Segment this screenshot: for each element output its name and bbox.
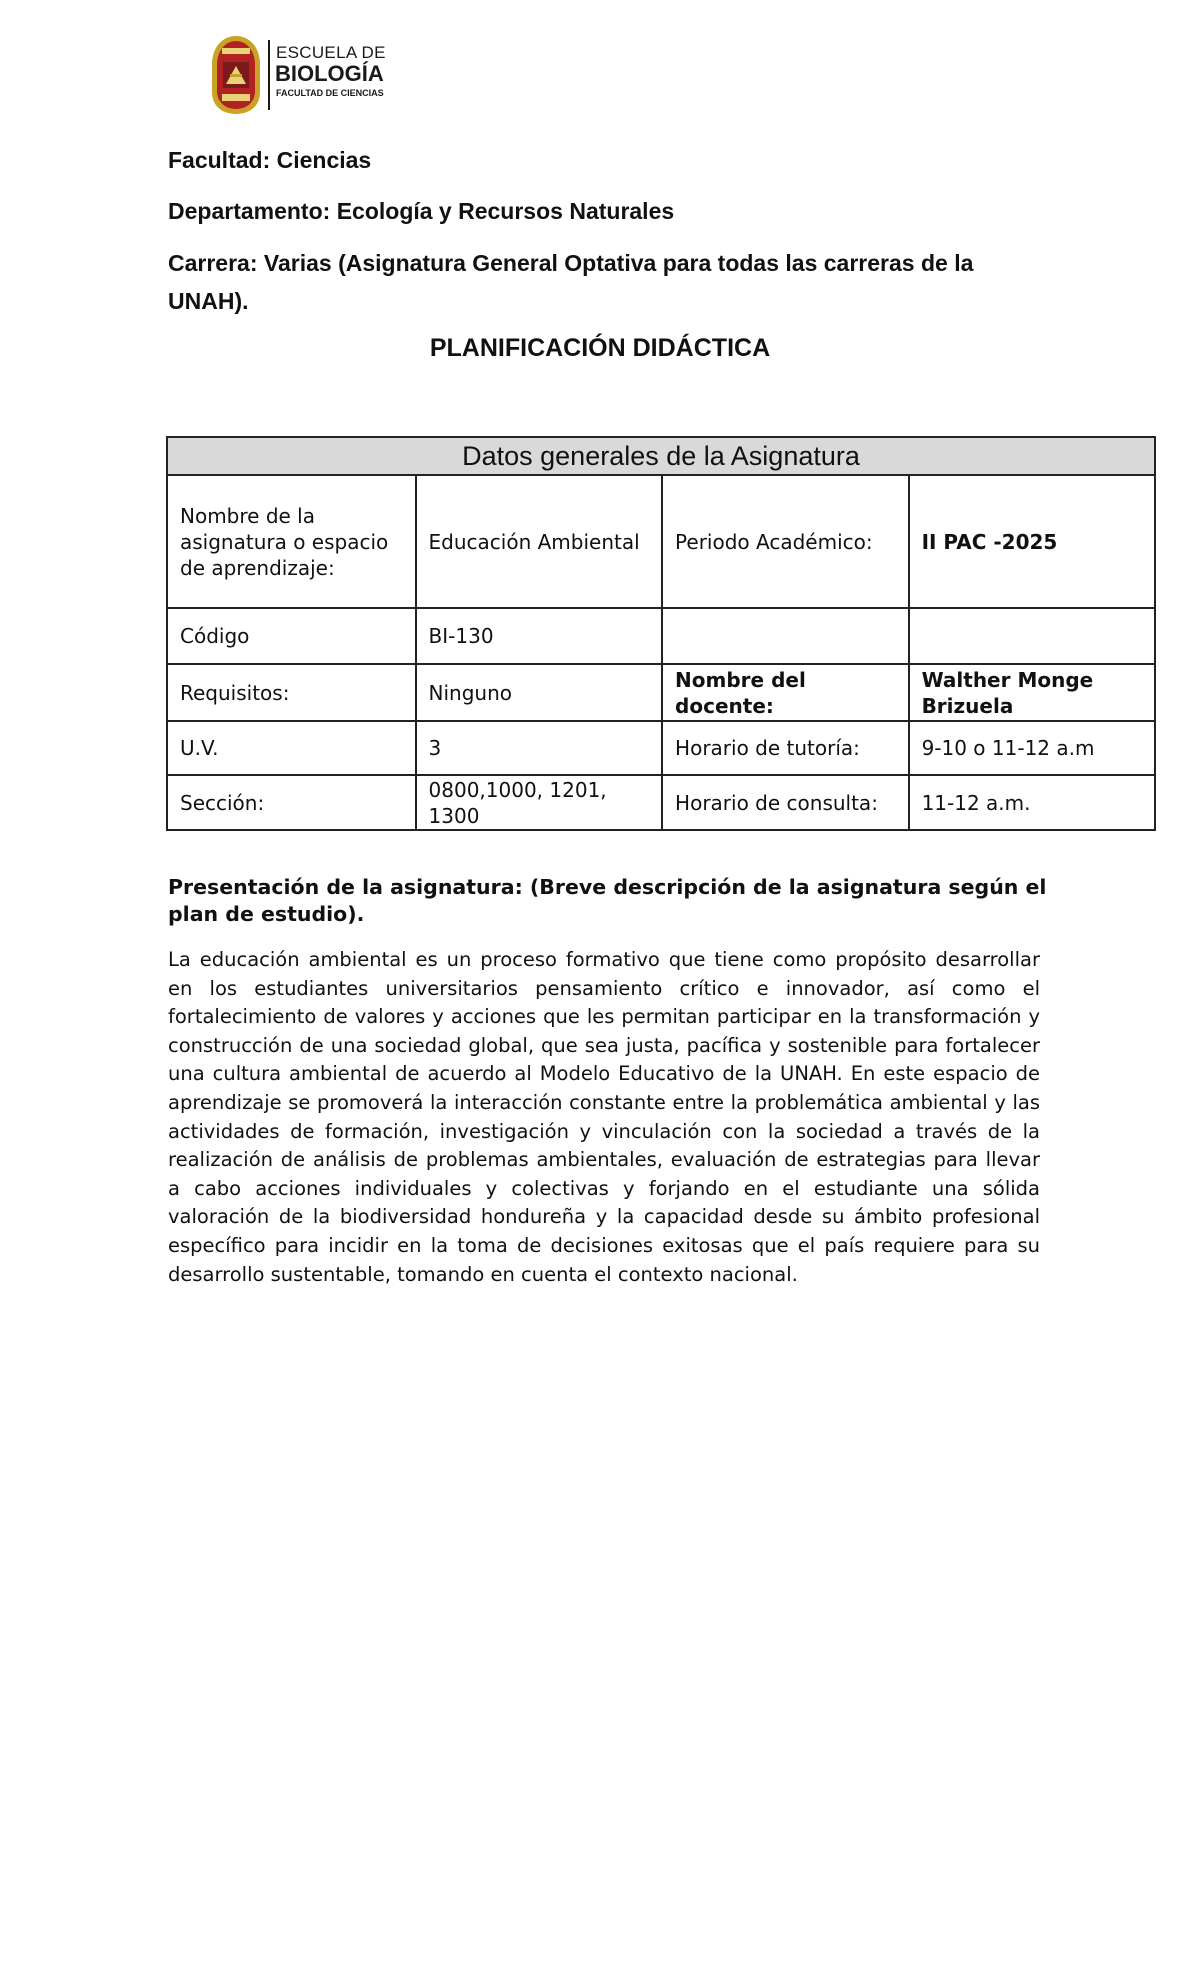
table-cell: Nombre de la asignatura o espacio de aprendizaje: <box>167 475 416 608</box>
university-emblem-icon <box>210 34 262 116</box>
logo-line-2: BIOLOGÍA <box>275 61 384 86</box>
carrera-line-2: UNAH). <box>168 288 249 314</box>
table-cell <box>909 608 1155 664</box>
table-cell: 3 <box>416 721 663 775</box>
table-cell: Sección: <box>167 775 416 830</box>
table-heading: Datos generales de la Asignatura <box>167 437 1155 475</box>
general-data-table <box>166 436 1156 831</box>
table-cell: Walther Monge Brizuela <box>909 664 1155 721</box>
departamento-line: Departamento: Ecología y Recursos Naturales <box>168 198 675 224</box>
presentation-body: La educación ambiental es un proceso formativo que tiene como propósito desarrollar en los estudiantes universitarios pensamiento crítico e innovador, así como el fortalecimiento de valores y acciones que les permitan participar en la transformación y construcción de una sociedad global, que sea justa, pacífica y sostenible para fortalecer una cultura ambiental de acuerdo al Modelo Educativo de la UNAH. En este espacio de aprendizaje se promoverá la interacción constante entre la problemática ambiental y las actividades de formación, investigación y vinculación con la sociedad a través de la realización de análisis de problemas ambientales, evaluación de estrategias para llevar a cabo acciones individuales y colectivas y forjando en el estudiante una sólida valoración de la biodiversidad hondureña y la capacidad desde su ámbito profesional específico para incidir en la toma de decisiones exitosas que el país requiere para su desarrollo sustentable, tomando en cuenta el contexto nacional. <box>168 948 1040 1286</box>
logo-divider <box>268 40 270 110</box>
table-cell: Horario de consulta: <box>662 775 909 830</box>
table-cell: Requisitos: <box>167 664 416 721</box>
carrera-line-1: Carrera: Varias (Asignatura General Optativa para todas las carreras de la <box>168 250 974 276</box>
table-cell: U.V. <box>167 721 416 775</box>
table-cell: BI-130 <box>416 608 663 664</box>
table-cell <box>662 608 909 664</box>
table-cell: II PAC -2025 <box>909 475 1155 608</box>
facultad-line: Facultad: Ciencias <box>168 147 372 173</box>
page-title: PLANIFICACIÓN DIDÁCTICA <box>429 334 771 362</box>
table-row <box>167 608 1155 664</box>
table-row <box>167 664 1155 721</box>
table-cell: Código <box>167 608 416 664</box>
logo-line-1: ESCUELA DE <box>276 43 386 62</box>
table-cell: Horario de tutoría: <box>662 721 909 775</box>
table-cell: Ninguno <box>416 664 663 721</box>
table-cell: Educación Ambiental <box>416 475 663 608</box>
presentation-heading: Presentación de la asignatura: (Breve descripción de la asignatura según el plan de estudio). <box>168 875 1047 926</box>
table-row <box>167 721 1155 775</box>
school-logo <box>210 34 400 118</box>
table-cell: 11-12 a.m. <box>909 775 1155 830</box>
table-cell: Periodo Académico: <box>662 475 909 608</box>
table-cell: Nombre del docente: <box>662 664 909 721</box>
logo-line-3: FACULTAD DE CIENCIAS <box>276 88 384 98</box>
table-cell: 0800,1000, 1201, 1300 <box>416 775 663 830</box>
table-row <box>167 475 1155 608</box>
table-row <box>167 775 1155 830</box>
table-cell: 9-10 o 11-12 a.m <box>909 721 1155 775</box>
